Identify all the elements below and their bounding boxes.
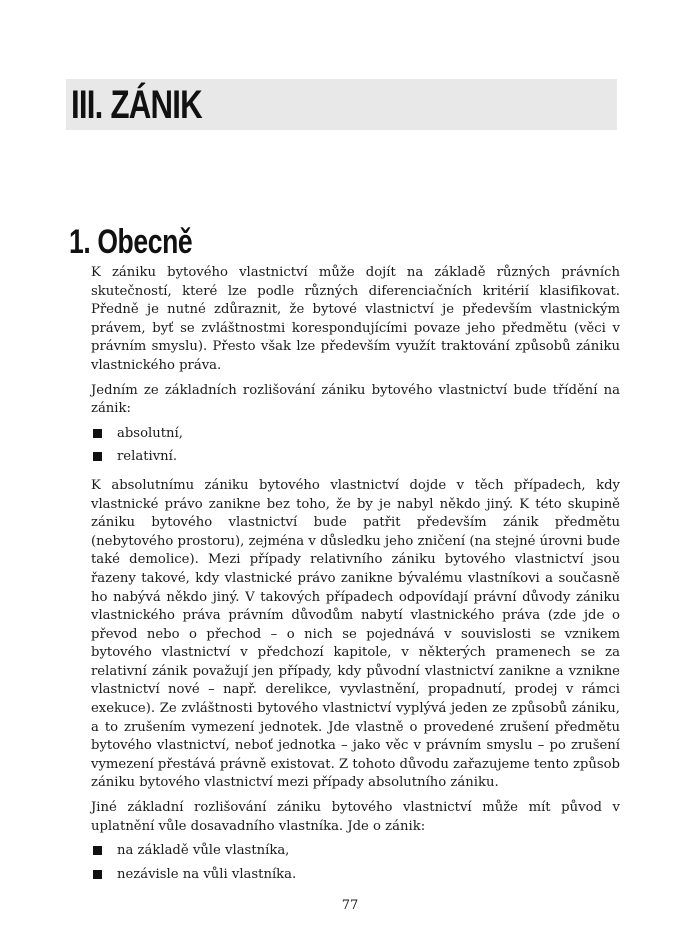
list-item	[91, 425, 620, 444]
chapter-title: III. ZÁNIK	[71, 83, 202, 127]
list-item	[91, 448, 620, 467]
section-title: 1. Obecně	[69, 223, 193, 261]
paragraph: Jedním ze základních rozlišování zániku bytového vlastnictví bude třídění na zánik:	[91, 382, 620, 417]
paragraph: Jiné základní rozlišování zániku bytového vlastnictví může mít původ v uplatnění vůle dosavadního vlastníka. Jde o zánik:	[91, 800, 620, 834]
square-bullet-icon	[93, 452, 102, 461]
list-item	[91, 842, 620, 861]
list-item-text: absolutní,	[117, 425, 183, 441]
list-item-text: nezávisle na vůli vlastníka.	[117, 866, 297, 882]
square-bullet-icon	[93, 846, 102, 855]
list-item-text: relativní.	[117, 449, 178, 465]
paragraph: K zániku bytového vlastnictví může dojít na základě různých právních skutečností, které lze podle různých diferenciačních kritérií klasifikovat. Předně je nutné zdůraznit, že bytové vlastnictví je především vlastnickým právem, byť se zvláštnostmi korespondujícími povaze jeho předmětu (věci v právním smyslu). Přesto však lze především využít traktování způsobů zániku vlastnického práva.	[91, 265, 620, 373]
body-text	[91, 264, 620, 894]
square-bullet-icon	[93, 870, 102, 879]
paragraph: K absolutnímu zániku bytového vlastnictví dojde v těch případech, kdy vlastnické právo zanikne bez toho, že by je nabyl někdo jiný. K této skupině zániku bytového vlastnictví bude patřit především zánik předmětu (nebytového prostoru), zejména v důsledku jeho zničení (na stejné úrovni bude také demolice). Mezi případy relativního zániku bytového vlastnictví jsou řazeny takové, kdy vlastnické právo zanikne bývalému vlastníkovi a současně ho nabývá někdo jiný. V takových případech odpovídají právní důvody zániku vlastnického práva právním důvodům nabytí vlastnického práva (zde jde o převod nebo o přechod – o nich se pojednává v souvislosti se vznikem bytového vlastnictví v předchozí kapitole, v některých pramenech se za relativní zánik považují jen případy, kdy původní vlastnictví zanikne a vznikne vlastnictví nové – např. derelikce, vyvlastnění, propadnutí, prodej v rámci exekuce). Ze zvláštnosti bytového vlastnictví vyplývá jeden ze způsobů zániku, a to zrušením vymezení jednotek. Jde vlastně o provedené zrušení předmětu bytového vlastnictví, neboť jednotka – jako věc v právním smyslu – po zrušení vymezení přestává právně existovat. Z tohoto důvodu zařazujeme tento způsob zániku bytového vlastnictví mezi případy absolutního zániku.	[91, 477, 620, 791]
list-item-text: na základě vůle vlastníka,	[117, 843, 290, 859]
bullet-list	[91, 425, 620, 467]
list-item	[91, 866, 620, 885]
bullet-list	[91, 842, 620, 884]
page-number: 77	[341, 898, 359, 913]
square-bullet-icon	[93, 429, 102, 438]
